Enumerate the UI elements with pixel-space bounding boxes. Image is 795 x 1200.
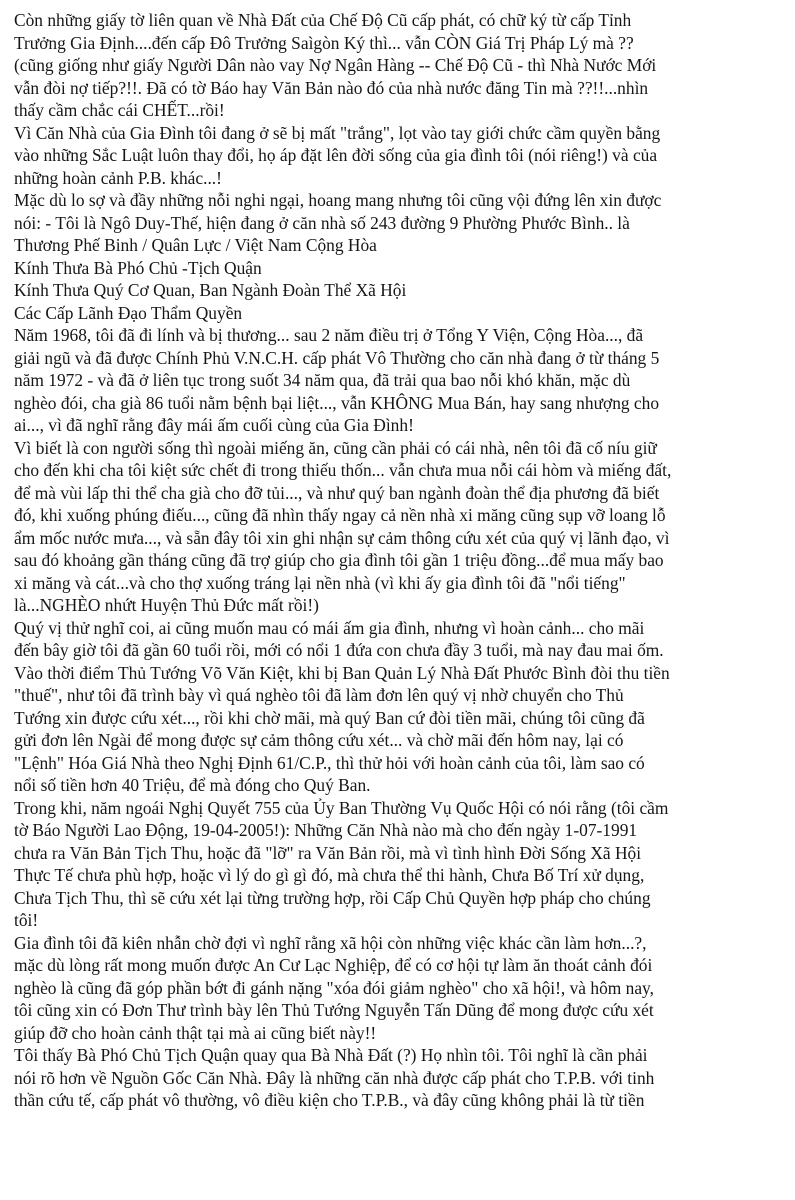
text-line: "thuế", như tôi đã trình bày vì quá nghèo tôi đã làm đơn lên quý vị nhờ chuyển cho Thủ [14, 685, 624, 705]
text-line: Trong khi, năm ngoái Nghị Quyết 755 của Ủy Ban Thường Vụ Quốc Hội có nói rằng (tôi cầm [14, 797, 669, 818]
text-line: nói rõ hơn về Nguồn Gốc Căn Nhà. Đây là những căn nhà được cấp phát cho T.P.B. với tinh [14, 1067, 655, 1088]
text-line: năm 1972 - và đã ở liên tục trong suốt 34 năm qua, đã trải qua bao nỗi khó khăn, mặc dù [14, 370, 631, 390]
text-line: vẫn đòi nợ tiếp?!!. Đã có tờ Báo hay Văn Bản nào đó của nhà nước đăng Tin mà ??!!...nhìn [14, 77, 649, 98]
text-line: giúp đỡ cho hoàn cảnh thật tại mà ai cũng biết này!! [14, 1022, 377, 1043]
text-line: tôi! [14, 910, 39, 930]
document-text [14, 9, 789, 1112]
text-line: Gia đình tôi đã kiên nhẫn chờ đợi vì nghĩ rằng xã hội còn những việc khác cần làm hơn...?, [14, 932, 647, 953]
text-line: Tướng xin được cứu xét..., rồi khi chờ mãi, mà quý Ban cứ đòi tiền mãi, chúng tôi cũng đã [14, 707, 645, 728]
text-line: ẩm mốc nước mưa..., và sẵn đây tôi xin ghi nhận sự cảm thông cứu xét của quý vị lãnh đạo, vì [14, 527, 670, 548]
text-line: Vì biết là con người sống thì ngoài miếng ăn, cũng cần phải có cái nhà, nên tôi đã cố níu giữ [14, 437, 657, 458]
text-line: nghèo đói, cha già 86 tuổi nằm bệnh bại liệt..., vẫn KHÔNG Mua Bán, hay sang nhượng cho [14, 392, 660, 413]
text-line: đến bây giờ tôi đã gần 60 tuổi rồi, mới có nổi 1 đứa con chưa đầy 3 tuổi, mà nay đau mai ốm. [14, 640, 664, 660]
text-line: nổi số tiền hơn 40 Triệu, để mà đóng cho Quý Ban. [14, 775, 371, 795]
text-line: Năm 1968, tôi đã đi lính và bị thương... sau 2 năm điều trị ở Tổng Y Viện, Cộng Hòa..., đã [14, 325, 644, 345]
text-line: xi măng và cát...và cho thợ xuống tráng lại nền nhà (vì khi ấy gia đình tôi đã "nổi tiếng" [14, 572, 626, 593]
text-line: thấy cầm chắc cái CHẾT...rồi! [14, 100, 225, 120]
text-line: nói: - Tôi là Ngô Duy-Thế, hiện đang ở căn nhà số 243 đường 9 Phường Phước Bình.. là [14, 212, 630, 233]
text-line: Tôi thấy Bà Phó Chủ Tịch Quận quay qua Bà Nhà Đất (?) Họ nhìn tôi. Tôi nghĩ là cần phải [14, 1045, 648, 1065]
text-line: sau đó khoảng gần tháng cũng đã trợ giúp cho gia đình tôi gần 1 triệu đồng...để mua mấy bao [14, 550, 664, 570]
text-line: cho đến khi cha tôi kiệt sức chết đi trong thiếu thốn... vẫn chưa mua nỗi cái hòm và miếng đất, [14, 460, 672, 480]
text-line: những hoàn cảnh P.B. khác...! [14, 167, 222, 188]
text-line: đó, khi xuống phúng điếu..., cũng đã nhìn thấy ngay cả nền nhà xi măng cũng sụp vỡ loang lỗ [14, 505, 666, 525]
text-line: tờ Báo Người Lao Động, 19-04-2005!): Những Căn Nhà nào mà cho đến ngày 1-07-1991 [14, 820, 638, 840]
text-line: Mặc dù lo sợ và đầy những nỗi nghi ngại, hoang mang nhưng tôi cũng vội đứng lên xin được [14, 190, 662, 210]
text-line: Các Cấp Lãnh Đạo Thẩm Quyền [14, 302, 243, 323]
text-line: nghèo là cũng đã góp phần bớt đi gánh nặng "xóa đói giảm nghèo" cho xã hội!, và hôm nay, [14, 977, 654, 998]
text-line: Thương Phế Binh / Quân Lực / Việt Nam Cộng Hòa [14, 235, 377, 255]
text-line: tôi cũng xin có Đơn Thư trình bày lên Thủ Tướng Nguyễn Tấn Dũng để mong được cứu xét [14, 1000, 654, 1020]
text-line: vào những Sắc Luật luôn thay đổi, họ áp đặt lên đời sống của gia đình tôi (nói riêng!) và của [14, 145, 658, 165]
text-line: Vì Căn Nhà của Gia Đình tôi đang ở sẽ bị mất "trắng", lọt vào tay giới chức cầm quyền bằng [14, 122, 661, 143]
text-line: "Lệnh" Hóa Giá Nhà theo Nghị Định 61/C.P., thì thử hỏi với hoàn cảnh của tôi, làm sao có [14, 752, 645, 773]
text-line: Vào thời điểm Thủ Tướng Võ Văn Kiệt, khi bị Ban Quản Lý Nhà Đất Phước Bình đòi thu tiền [14, 662, 670, 683]
text-line: thần cứu tế, cấp phát vô thường, vô điều kiện cho T.P.B., và đây cũng không phải là từ tiền [14, 1090, 645, 1110]
text-line: Kính Thưa Bà Phó Chủ -Tịch Quận [14, 257, 262, 278]
text-line: để mà vùi lấp thi thể cha già cho đỡ tủi..., và như quý ban ngành đoàn thể địa phương đã biết [14, 482, 660, 503]
text-line: chưa ra Văn Bản Tịch Thu, hoặc đã "lỡ" ra Văn Bản rồi, mà vì tình hình Đời Sống Xã Hội [14, 842, 642, 863]
text-line: Chưa Tịch Thu, thì sẽ cứu xét lại từng trường hợp, rồi Cấp Chủ Quyền hợp pháp cho chúng [14, 887, 651, 908]
text-line: giải ngũ và đã được Chính Phủ V.N.C.H. cấp phát Vô Thường cho căn nhà đang ở từ tháng 5 [14, 347, 660, 368]
text-line: gửi đơn lên Ngài để mong được sự cảm thông cứu xét... và chờ mãi đến hôm nay, lại có [14, 730, 624, 750]
text-line: Còn những giấy tờ liên quan về Nhà Đất của Chế Độ Cũ cấp phát, có chữ ký từ cấp Tỉnh [14, 10, 632, 30]
text-line: Trưởng Gia Định....đến cấp Đô Trưởng Saìgòn Ký thì... vẫn CÒN Giá Trị Pháp Lý mà ?? [14, 32, 634, 53]
text-line: là...NGHÈO nhứt Huyện Thủ Đức mất rồi!) [14, 595, 319, 615]
text-line: ai..., vì đã nghĩ rằng đây mái ấm cuối cùng của Gia Đình! [14, 415, 414, 435]
text-line: mặc dù lòng rất mong muốn được An Cư Lạc Nghiệp, để có cơ hội tự làm ăn thoát cảnh đói [14, 955, 653, 975]
text-line: Thực Tế chưa phù hợp, hoặc vì lý do gì gì đó, mà chưa thể thi hành, Chưa Bố Trí xử dụng, [14, 865, 645, 885]
text-line: Quý vị thử nghĩ coi, ai cũng muốn mau có mái ấm gia đình, nhưng vì hoàn cảnh... cho mãi [14, 617, 645, 638]
text-line: Kính Thưa Quý Cơ Quan, Ban Ngành Đoàn Thể Xã Hội [14, 280, 407, 300]
text-line: (cũng giống như giấy Người Dân nào vay Nợ Ngân Hàng -- Chế Độ Cũ - thì Nhà Nước Mới [14, 55, 657, 75]
